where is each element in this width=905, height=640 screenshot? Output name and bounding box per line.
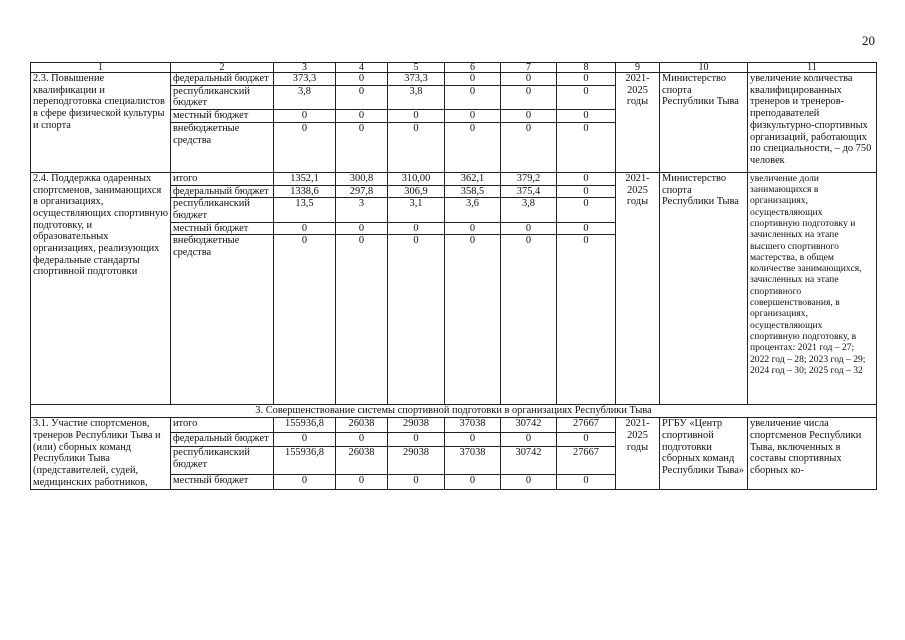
col-header: 8 <box>557 63 616 73</box>
years-cell: 2021-2025 годы <box>616 73 660 173</box>
value-cell: 0 <box>336 475 388 489</box>
section-row <box>31 405 877 418</box>
value-cell: 0 <box>388 475 445 489</box>
executor-cell: Министерство спорта Республики Тыва <box>660 73 748 173</box>
value-cell: 27667 <box>557 418 616 432</box>
value-cell: 1352,1 <box>274 172 336 185</box>
value-cell: 358,5 <box>445 185 501 198</box>
funding-source: республиканский бюджет <box>171 198 274 222</box>
col-header: 4 <box>336 63 388 73</box>
value-cell: 0 <box>557 110 616 123</box>
value-cell: 0 <box>557 122 616 172</box>
value-cell: 26038 <box>336 418 388 432</box>
funding-source: республиканский бюджет <box>171 85 274 109</box>
value-cell: 0 <box>501 122 557 172</box>
value-cell: 3,8 <box>274 85 336 109</box>
value-cell: 0 <box>274 122 336 172</box>
value-cell: 0 <box>501 235 557 405</box>
value-cell: 0 <box>445 235 501 405</box>
value-cell: 3,6 <box>445 198 501 222</box>
value-cell: 37038 <box>445 418 501 432</box>
value-cell: 13,5 <box>274 198 336 222</box>
value-cell: 0 <box>557 85 616 109</box>
value-cell: 30742 <box>501 447 557 475</box>
value-cell: 0 <box>336 122 388 172</box>
result-cell: увеличение количества квалифицированных тренеров и тренеров-преподавателей физкультурно-спортивных организаций, работающих по специальности, – до 750 человек <box>748 73 877 173</box>
value-cell: 0 <box>445 85 501 109</box>
col-header: 11 <box>748 63 877 73</box>
value-cell: 0 <box>557 235 616 405</box>
value-cell: 27667 <box>557 447 616 475</box>
col-header: 3 <box>274 63 336 73</box>
value-cell: 26038 <box>336 447 388 475</box>
value-cell: 0 <box>557 73 616 86</box>
value-cell: 362,1 <box>445 172 501 185</box>
funding-source: внебюджетные средства <box>171 122 274 172</box>
value-cell: 0 <box>445 122 501 172</box>
value-cell: 0 <box>274 235 336 405</box>
value-cell: 0 <box>501 432 557 446</box>
value-cell: 0 <box>274 475 336 489</box>
value-cell: 0 <box>557 185 616 198</box>
value-cell: 0 <box>388 432 445 446</box>
value-cell: 0 <box>557 172 616 185</box>
funding-source: республиканский бюджет <box>171 447 274 475</box>
result-cell: увеличение доли занимающихся в организациях, осуществляющих спортивную подготовку и зачисленных на этапе высшего спортивного мастерства, в общем количестве занимающихся, зачисленных на этапе спортивного совершенствования, в организациях, осуществляющих спортивную подготовку, в процентах: 2021 год – 27; 2022 год – 28; 2023 год – 29; 2024 год – 30; 2025 год – 32 <box>748 172 877 405</box>
value-cell: 0 <box>336 235 388 405</box>
table-row <box>31 172 877 185</box>
funding-source: федеральный бюджет <box>171 185 274 198</box>
funding-source: внебюджетные средства <box>171 235 274 405</box>
value-cell: 0 <box>501 222 557 235</box>
measure-title: 3.1. Участие спортсменов, тренеров Республики Тыва и (или) сборных команд Республики Тыва (представителей, судей, медицинских работников, <box>31 418 171 489</box>
value-cell: 0 <box>557 222 616 235</box>
value-cell: 0 <box>336 85 388 109</box>
value-cell: 0 <box>501 110 557 123</box>
program-table <box>30 62 877 490</box>
value-cell: 37038 <box>445 447 501 475</box>
value-cell: 300,8 <box>336 172 388 185</box>
funding-source: местный бюджет <box>171 475 274 489</box>
funding-source: местный бюджет <box>171 110 274 123</box>
value-cell: 0 <box>445 432 501 446</box>
col-header: 10 <box>660 63 748 73</box>
section-title: 3. Совершенствование системы спортивной подготовки в организациях Республики Тыва <box>31 405 877 418</box>
value-cell: 0 <box>445 73 501 86</box>
years-cell: 2021-2025 годы <box>616 172 660 405</box>
funding-source: местный бюджет <box>171 222 274 235</box>
value-cell: 3 <box>336 198 388 222</box>
table-row <box>31 418 877 432</box>
years-cell: 2021-2025 годы <box>616 418 660 489</box>
value-cell: 0 <box>501 85 557 109</box>
executor-cell: Министерство спорта Республики Тыва <box>660 172 748 405</box>
col-header: 1 <box>31 63 171 73</box>
value-cell: 155936,8 <box>274 418 336 432</box>
result-cell: увеличение числа спортсменов Республики Тыва, включенных в составы спортивных сборных ко- <box>748 418 877 489</box>
value-cell: 0 <box>388 222 445 235</box>
value-cell: 0 <box>501 73 557 86</box>
col-header: 5 <box>388 63 445 73</box>
value-cell: 0 <box>336 110 388 123</box>
value-cell: 0 <box>388 235 445 405</box>
value-cell: 0 <box>274 432 336 446</box>
executor-cell: РГБУ «Центр спортивной подготовки сборных команд Республики Тыва» <box>660 418 748 489</box>
value-cell: 0 <box>336 73 388 86</box>
value-cell: 3,8 <box>388 85 445 109</box>
col-header: 6 <box>445 63 501 73</box>
value-cell: 297,8 <box>336 185 388 198</box>
value-cell: 0 <box>501 475 557 489</box>
funding-source: федеральный бюджет <box>171 73 274 86</box>
value-cell: 0 <box>336 432 388 446</box>
value-cell: 0 <box>445 110 501 123</box>
page-number: 20 <box>862 33 875 48</box>
value-cell: 373,3 <box>274 73 336 86</box>
table-row <box>31 73 877 86</box>
value-cell: 310,00 <box>388 172 445 185</box>
header-row <box>31 63 877 73</box>
value-cell: 29038 <box>388 418 445 432</box>
measure-title: 2.3. Повышение квалификации и переподготовка специалистов в сфере физической культуры и спорта <box>31 73 171 173</box>
funding-source: итого <box>171 418 274 432</box>
value-cell: 306,9 <box>388 185 445 198</box>
funding-source: итого <box>171 172 274 185</box>
value-cell: 30742 <box>501 418 557 432</box>
value-cell: 0 <box>388 110 445 123</box>
col-header: 2 <box>171 63 274 73</box>
col-header: 9 <box>616 63 660 73</box>
value-cell: 1338,6 <box>274 185 336 198</box>
value-cell: 0 <box>445 222 501 235</box>
value-cell: 375,4 <box>501 185 557 198</box>
value-cell: 29038 <box>388 447 445 475</box>
value-cell: 0 <box>557 198 616 222</box>
value-cell: 0 <box>445 475 501 489</box>
value-cell: 0 <box>557 432 616 446</box>
value-cell: 0 <box>274 222 336 235</box>
value-cell: 3,1 <box>388 198 445 222</box>
value-cell: 0 <box>557 475 616 489</box>
funding-source: федеральный бюджет <box>171 432 274 446</box>
value-cell: 155936,8 <box>274 447 336 475</box>
value-cell: 373,3 <box>388 73 445 86</box>
value-cell: 379,2 <box>501 172 557 185</box>
col-header: 7 <box>501 63 557 73</box>
measure-title: 2.4. Поддержка одаренных спортсменов, занимающихся в организациях, осуществляющих спортивную подготовку, и образовательных организациях, реализующих федеральные стандарты спортивной подготовки <box>31 172 171 405</box>
value-cell: 3,8 <box>501 198 557 222</box>
value-cell: 0 <box>388 122 445 172</box>
value-cell: 0 <box>336 222 388 235</box>
value-cell: 0 <box>274 110 336 123</box>
